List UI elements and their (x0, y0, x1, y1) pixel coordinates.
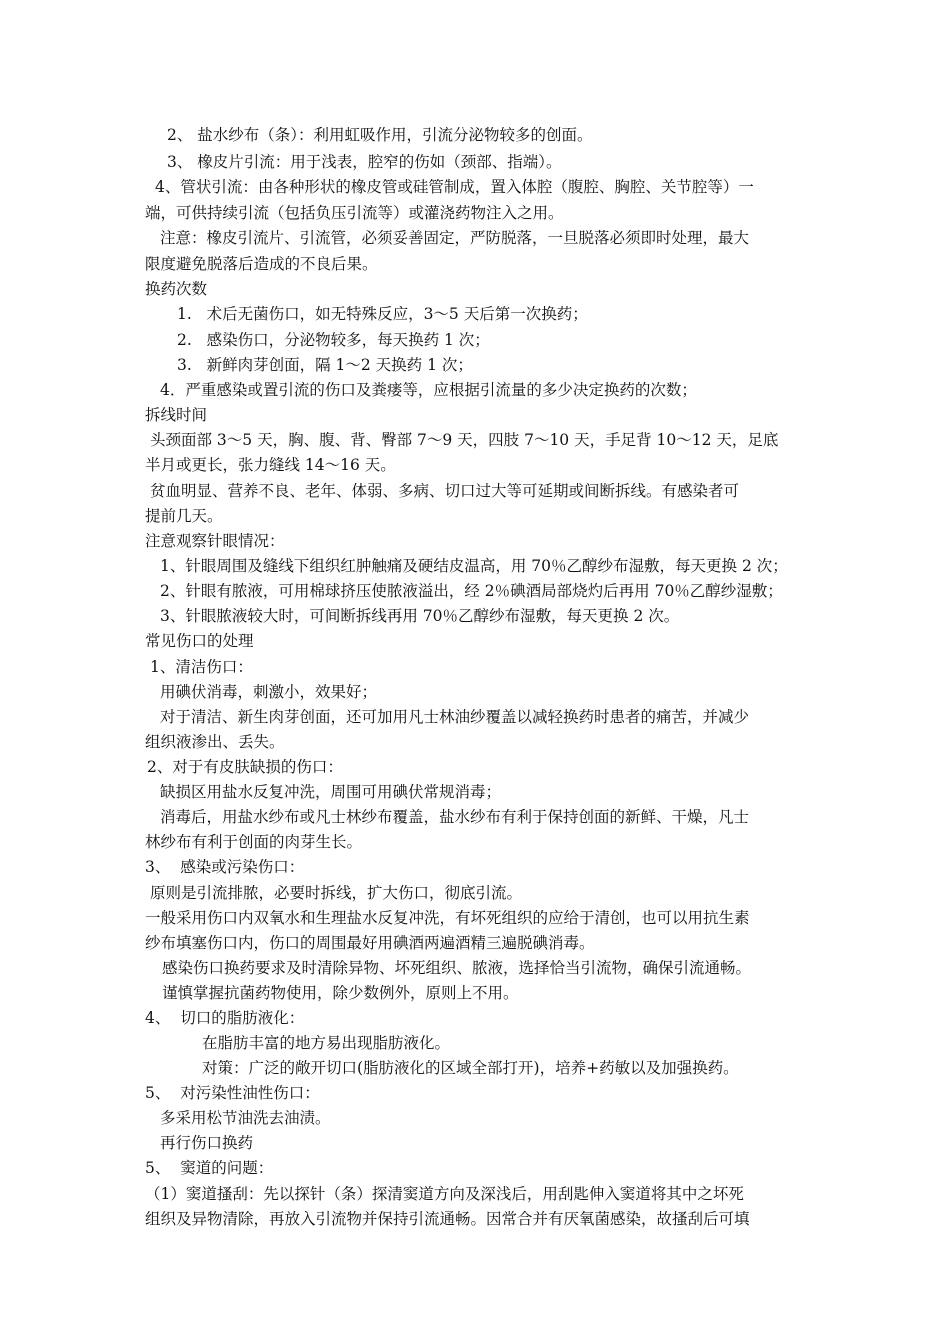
text-line: 一般采用伤口内双氧水和生理盐水反复冲洗，有坏死组织的应给于清创，也可以用抗生素 (145, 909, 750, 927)
text-line: 用碘伏消毒，刺激小，效果好； (160, 683, 378, 701)
text-line: 多采用松节油洗去油渍。 (160, 1109, 331, 1127)
subsection-heading: 3、 感染或污染伤口： (145, 858, 305, 876)
text-line: 头颈面部 3～5 天，胸、腹、背、臀部 7～9 天，四肢 7～10 天，手足背 10～12 天，足底 (150, 431, 779, 449)
subsection-heading: 4、 切口的脂肪液化： (145, 1009, 305, 1027)
text-line: 林纱布有利于创面的肉芽生长。 (145, 833, 363, 851)
text-line: 消毒后，用盐水纱布或凡士林纱布覆盖，盐水纱布有利于保持创面的新鲜、干燥，凡士 (160, 808, 750, 826)
subsection-heading: 1、清洁伤口： (150, 658, 253, 676)
text-line: 提前几天。 (145, 507, 223, 525)
text-line: 纱布填塞伤口内，伤口的周围最好用碘酒两遍酒精三遍脱碘消毒。 (145, 934, 595, 952)
list-item: 3. 新鲜肉芽创面，隔 1～2 天换药 1 次； (177, 356, 473, 374)
list-item: 2. 感染伤口，分泌物较多，每天换药 1 次； (177, 331, 490, 349)
list-item: 1. 术后无菌伤口，如无特殊反应，3～5 天后第一次换药； (177, 305, 588, 323)
text-line: 再行伤口换药 (160, 1134, 254, 1152)
text-line: 3、 橡皮片引流：用于浅表，腔窄的伤如（颈部、指端）。 (167, 153, 562, 171)
text-line: 4、管状引流：由各种形状的橡皮管或硅管制成，置入体腔（腹腔、胸腔、关节腔等）一 (155, 178, 754, 196)
text-line: 注意：橡皮引流片、引流管，必须妥善固定，严防脱落，一旦脱落必须即时处理，最大 (160, 229, 750, 247)
subsection-heading: 5、 窦道的问题： (145, 1159, 274, 1177)
text-line: 2、 盐水纱布（条）：利用虹吸作用，引流分泌物较多的创面。 (167, 126, 593, 144)
text-line: 半月或更长，张力缝线 14～16 天。 (145, 456, 396, 474)
text-line: 限度避免脱落后造成的不良后果。 (145, 255, 378, 273)
text-line: 感染伤口换药要求及时清除异物、坏死组织、脓液，选择恰当引流物，确保引流通畅。 (162, 959, 752, 977)
text-line: 对策：广泛的敞开切口(脂肪液化的区域全部打开)，培养+药敏以及加强换药。 (202, 1059, 739, 1077)
text-line: （1）窦道搔刮：先以探针（条）探清窦道方向及深浅后，用刮匙伸入窦道将其中之坏死 (145, 1185, 744, 1203)
section-heading: 拆线时间 (145, 406, 208, 424)
text-line: 在脂肪丰富的地方易出现脂肪液化。 (202, 1034, 451, 1052)
list-item: 2、针眼有脓液，可用棉球挤压使脓液溢出，经 2％碘酒局部烧灼后再用 70％乙醇纱湿敷； (160, 582, 783, 600)
list-item: 3、针眼脓液较大时，可间断拆线再用 70％乙醇纱布湿敷，每天更换 2 次。 (160, 607, 680, 625)
text-line: 对于清洁、新生肉芽创面，还可加用凡士林油纱覆盖以减轻换药时患者的痛苦，并减少 (160, 708, 750, 726)
subsection-heading: 5、 对污染性油性伤口： (145, 1084, 320, 1102)
section-heading: 注意观察针眼情况： (145, 532, 285, 550)
section-heading: 换药次数 (145, 280, 208, 298)
subsection-heading: 2、对于有皮肤缺损的伤口： (147, 758, 343, 776)
text-line: 原则是引流排脓，必要时拆线，扩大伤口，彻底引流。 (150, 884, 523, 902)
text-line: 贫血明显、营养不良、老年、体弱、多病、切口过大等可延期或间断拆线。有感染者可 (150, 482, 740, 500)
text-line: 组织液渗出、丢失。 (145, 733, 285, 751)
text-line: 端，可供持续引流（包括负压引流等）或灌浇药物注入之用。 (145, 204, 564, 222)
text-line: 缺损区用盐水反复冲洗，周围可用碘伏常规消毒； (160, 783, 502, 801)
list-item: 1、针眼周围及缝线下组织红肿触痛及硬结皮温高，用 70％乙醇纱布湿敷，每天更换 2 次； (160, 557, 788, 575)
text-line: 组织及异物清除，再放入引流物并保持引流通畅。因常合并有厌氧菌感染，故搔刮后可填 (145, 1210, 750, 1228)
list-item: 4．严重感染或置引流的伤口及粪瘘等，应根据引流量的多少决定换药的次数； (160, 381, 697, 399)
text-line: 谨慎掌握抗菌药物使用，除少数例外，原则上不用。 (162, 984, 519, 1002)
section-heading: 常见伤口的处理 (145, 632, 254, 650)
